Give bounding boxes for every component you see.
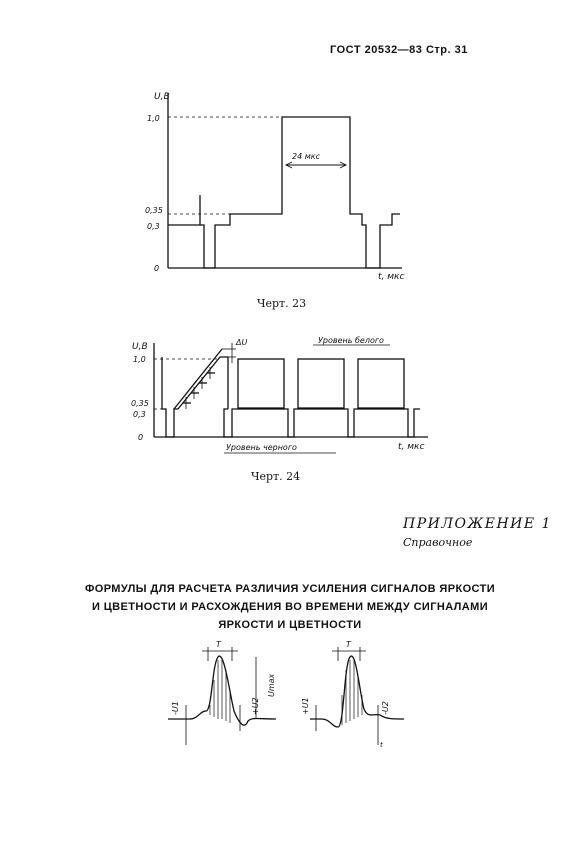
tick-0-35: 0,35 xyxy=(131,399,149,408)
y-axis-label: U,В xyxy=(154,92,170,102)
tick-1-0: 1,0 xyxy=(133,355,146,364)
delta-label: ΔU xyxy=(236,338,248,347)
figure-24-waveform xyxy=(128,333,438,461)
left-u1-label: -U1 xyxy=(171,701,180,715)
y-axis-label: U,В xyxy=(132,342,148,352)
section-title-line-2: И ЦВЕТНОСТИ И РАСХОЖДЕНИЯ ВО ВРЕМЕНИ МЕЖДУ СИГНАЛАМИ xyxy=(91,601,489,613)
x-axis-label: t, мкс xyxy=(398,442,425,452)
page-header: ГОСТ 20532—83 Стр. 31 xyxy=(330,44,468,56)
appendix-title: ПРИЛОЖЕНИЕ 1 xyxy=(403,516,552,532)
tick-0-3: 0,3 xyxy=(133,410,146,419)
tick-0: 0 xyxy=(138,433,144,442)
right-u1-label: +U1 xyxy=(301,697,310,715)
duration-label: 24 мкс xyxy=(292,152,320,161)
left-u2-label: +U2 xyxy=(251,697,260,715)
signal-baseline xyxy=(162,357,178,437)
appendix-subtitle: Справочное xyxy=(403,536,473,549)
right-t-label: T xyxy=(346,640,351,649)
x-axis-label: t, мкс xyxy=(378,272,405,282)
tick-0: 0 xyxy=(154,264,160,273)
figure-24-caption: Черт. 24 xyxy=(251,470,301,483)
signal-line xyxy=(168,117,400,268)
section-title-line-1: ФОРМУЛЫ ДЛЯ РАСЧЕТА РАЗЛИЧИЯ УСИЛЕНИЯ СИГНАЛОВ ЯРКОСТИ xyxy=(84,583,496,595)
tick-1-0: 1,0 xyxy=(147,114,160,123)
pulse-diagrams xyxy=(160,635,410,760)
right-pulse xyxy=(310,656,404,727)
right-t-small-label: t xyxy=(380,741,383,749)
section-title xyxy=(60,580,520,634)
figure-23-waveform xyxy=(110,85,430,285)
white-level-label: Уровень белого xyxy=(318,336,384,345)
tick-0-3: 0,3 xyxy=(147,222,160,231)
left-umax-label: Umax xyxy=(267,673,276,697)
figure-23-caption: Черт. 23 xyxy=(257,297,307,310)
tick-0-35: 0,35 xyxy=(145,206,163,215)
left-t-label: T xyxy=(216,640,221,649)
black-level-label: Уровень черного xyxy=(226,443,297,452)
section-title-line-3: ЯРКОСТИ И ЦВЕТНОСТИ xyxy=(218,619,362,631)
right-u2-label: -U2 xyxy=(381,701,390,715)
